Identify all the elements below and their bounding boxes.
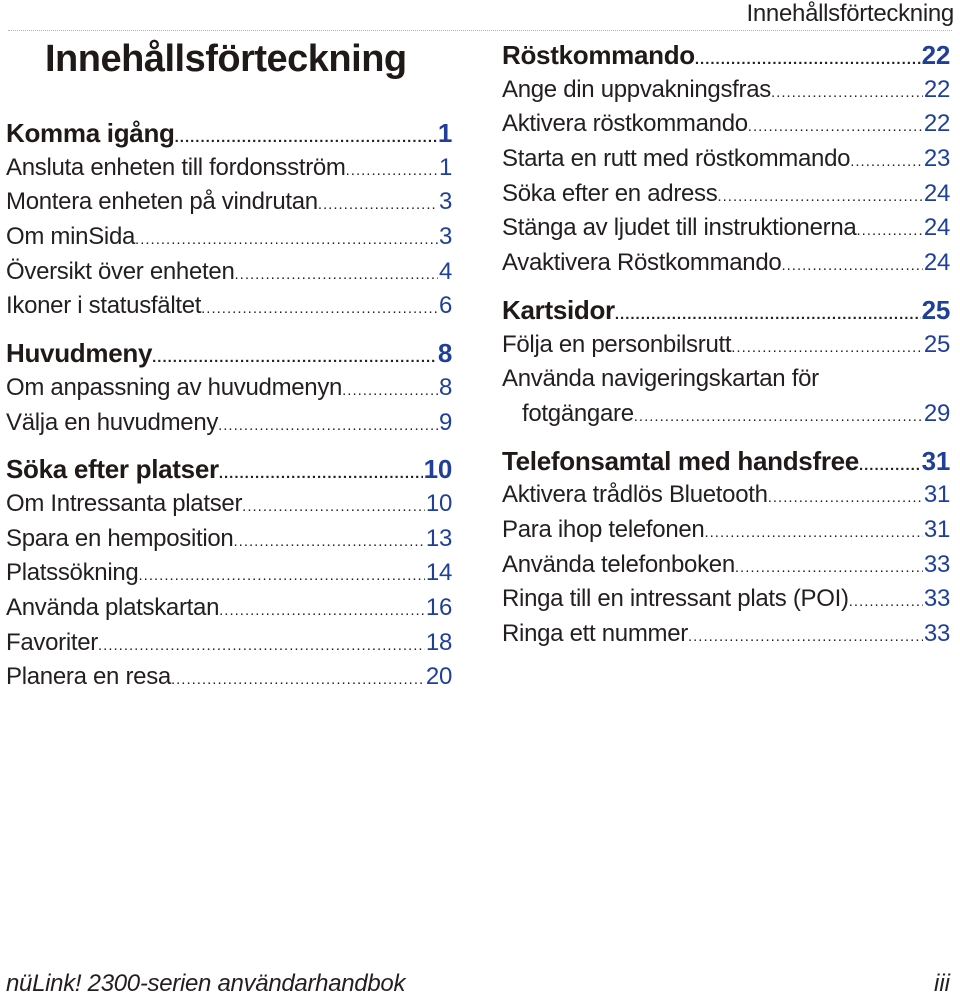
toc-page-number: 6: [438, 292, 452, 320]
toc-label: Söka efter platser: [6, 454, 219, 485]
leader-dots: [346, 154, 438, 189]
toc-page-number: 33: [923, 585, 950, 613]
leader-dots: [634, 400, 923, 435]
toc-label: Ansluta enheten till fordonsström: [6, 153, 346, 181]
toc-label: Planera en resa: [6, 663, 171, 691]
toc-entry[interactable]: [6, 371, 452, 406]
toc-entry[interactable]: [502, 246, 950, 281]
toc-heading-soka-efter-platser[interactable]: [6, 452, 452, 487]
toc-page-number: 1: [437, 118, 452, 148]
toc-page-number: 22: [923, 110, 950, 138]
toc-right-column: [502, 38, 950, 652]
toc-label: fotgängare: [522, 399, 634, 427]
toc-page-number: 10: [425, 489, 452, 517]
toc-heading-telefonsamtal[interactable]: [502, 444, 950, 479]
leader-dots: [218, 409, 438, 444]
toc-page-number: 24: [923, 214, 950, 242]
leader-dots: [735, 551, 923, 586]
leader-dots: [98, 629, 425, 664]
toc-page-number: 8: [437, 338, 452, 369]
toc-label: Använda navigeringskartan för: [502, 365, 819, 393]
toc-page-number: 3: [438, 188, 452, 216]
toc-page-number: 20: [425, 663, 452, 691]
footer-page-number: iii: [934, 970, 950, 997]
toc-label: Om Intressanta platser: [6, 489, 243, 517]
toc-entry-line1[interactable]: [502, 362, 950, 397]
toc-label: Aktivera trådlös Bluetooth: [502, 481, 768, 509]
leader-dots: [688, 620, 923, 655]
toc-page-number: 29: [923, 399, 950, 427]
toc-label: Ange din uppvakningsfras: [502, 75, 771, 103]
page-title: Innehållsförteckning: [45, 38, 407, 80]
leader-dots: [781, 249, 922, 284]
toc-page-number: 25: [921, 294, 950, 325]
toc-label: Komma igång: [6, 118, 175, 148]
leader-dots: [171, 663, 425, 698]
leader-dots: [748, 110, 923, 145]
toc-label: Stänga av ljudet till instruktionerna: [502, 214, 857, 242]
leader-dots: [731, 331, 923, 366]
toc-page-number: 8: [438, 373, 452, 401]
toc-label: Om anpassning av huvudmenyn: [6, 373, 343, 401]
toc-label: Välja en huvudmeny: [6, 408, 219, 436]
toc-label: Spara en hemposition: [6, 524, 234, 552]
toc-page-number: 24: [923, 249, 950, 277]
toc-label: Para ihop telefonen: [502, 515, 705, 543]
leader-dots: [235, 258, 438, 293]
toc-entry[interactable]: [6, 591, 452, 626]
leader-dots: [135, 223, 438, 258]
toc-entry[interactable]: [502, 513, 950, 548]
toc-entry[interactable]: [502, 142, 950, 177]
toc-entry[interactable]: [502, 177, 950, 212]
toc-page-number: 16: [425, 593, 452, 621]
toc-entry[interactable]: [502, 548, 950, 583]
toc-label: Röstkommando: [502, 40, 695, 70]
toc-entry[interactable]: [502, 107, 950, 142]
leader-dots: [342, 374, 438, 409]
leader-dots: [859, 449, 921, 484]
toc-label: Favoriter: [6, 628, 98, 656]
toc-entry[interactable]: [6, 289, 452, 324]
leader-dots: [768, 481, 923, 516]
leader-dots: [219, 594, 425, 629]
toc-label: Översikt över enheten: [6, 257, 235, 285]
toc-entry[interactable]: [502, 617, 950, 652]
toc-label: Avaktivera Röstkommando: [502, 249, 782, 277]
toc-page-number: 31: [923, 515, 950, 543]
toc-page-number: 23: [923, 145, 950, 173]
toc-entry[interactable]: [6, 185, 452, 220]
toc-entry[interactable]: [502, 328, 950, 363]
leader-dots: [201, 292, 438, 327]
toc-page-number: 33: [923, 620, 950, 647]
leader-dots: [242, 490, 425, 525]
leader-dots: [318, 188, 438, 223]
toc-entry[interactable]: [6, 220, 452, 255]
toc-label: Starta en rutt med röstkommando: [502, 145, 851, 173]
toc-page-number: 22: [921, 40, 950, 70]
toc-page-number: 22: [923, 75, 950, 103]
leader-dots: [856, 214, 922, 249]
toc-entry[interactable]: [6, 406, 452, 441]
toc-heading-rostkommando[interactable]: [502, 38, 950, 73]
toc-page-number: 1: [438, 153, 452, 181]
toc-entry-line2[interactable]: [502, 397, 950, 432]
toc-page-number: 3: [438, 223, 452, 251]
toc-page-number: 31: [921, 445, 950, 476]
toc-entry[interactable]: [6, 487, 452, 522]
toc-label: Använda telefonboken: [502, 550, 735, 578]
footer-manual-title: nüLink! 2300-serien användarhandbok: [6, 970, 406, 997]
toc-label: Platssökning: [6, 559, 139, 587]
toc-page-number: 10: [423, 454, 452, 485]
toc-entry[interactable]: [6, 522, 452, 557]
toc-label: Om minSida: [6, 223, 136, 251]
leader-dots: [219, 457, 423, 492]
toc-label: Söka efter en adress: [502, 179, 718, 207]
leader-dots: [849, 585, 923, 620]
leader-dots: [717, 180, 922, 215]
toc-label: Kartsidor: [502, 294, 615, 325]
toc-entry[interactable]: [502, 582, 950, 617]
leader-dots: [234, 525, 425, 560]
toc-page-number: 14: [425, 559, 452, 587]
leader-dots: [771, 76, 923, 111]
toc-page-number: 13: [425, 524, 452, 552]
toc-entry[interactable]: [502, 73, 950, 108]
toc-heading-komma-igang[interactable]: [6, 116, 452, 151]
toc-label: Ikoner i statusfältet: [6, 292, 202, 320]
toc-heading-huvudmeny[interactable]: [6, 336, 452, 371]
toc-entry[interactable]: [6, 660, 452, 695]
toc-page-number: 24: [923, 179, 950, 207]
toc-label: Montera enheten på vindrutan: [6, 188, 318, 216]
toc-entry[interactable]: [6, 556, 452, 591]
header-rule: [8, 30, 952, 31]
toc-page-number: 25: [923, 330, 950, 358]
toc-entry[interactable]: [502, 211, 950, 246]
toc-label: Ringa till en intressant plats (POI): [502, 585, 849, 613]
toc-page-number: 31: [923, 481, 950, 509]
toc-page-number: 18: [425, 628, 452, 656]
leader-dots: [138, 559, 424, 594]
toc-page-number: 33: [923, 550, 950, 578]
toc-label: Följa en personbilsrutt: [502, 330, 732, 358]
toc-entry[interactable]: [6, 626, 452, 661]
toc-heading-kartsidor[interactable]: [502, 293, 950, 328]
toc-label: Använda platskartan: [6, 593, 220, 621]
leader-dots: [704, 516, 922, 551]
toc-label: Ringa ett nummer: [502, 620, 688, 647]
toc-entry[interactable]: [502, 478, 950, 513]
toc-label: Aktivera röstkommando: [502, 110, 748, 138]
toc-left-column: [6, 116, 452, 695]
toc-entry[interactable]: [6, 255, 452, 290]
toc-entry[interactable]: [6, 151, 452, 186]
leader-dots: [850, 145, 923, 180]
toc-page-number: 9: [438, 408, 452, 436]
toc-label: Huvudmeny: [6, 338, 153, 369]
running-head: Innehållsförteckning: [746, 0, 954, 27]
toc-page-number: 4: [438, 257, 452, 285]
toc-label: Telefonsamtal med handsfree: [502, 445, 859, 476]
